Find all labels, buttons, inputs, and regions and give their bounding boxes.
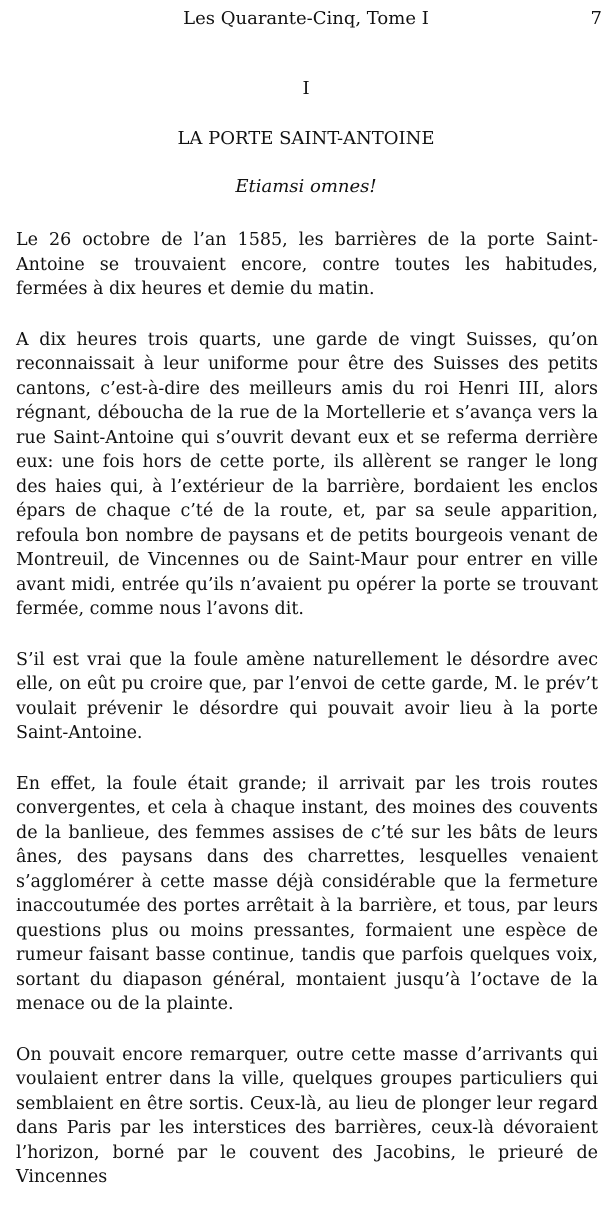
epigraph: Etiamsi omnes! — [235, 176, 377, 197]
running-header — [0, 6, 612, 36]
chapter-title: LA PORTE SAINT-ANTOINE — [177, 128, 435, 149]
page-number: 7 — [590, 8, 602, 29]
paragraph: En effet, la foule était grande; il arrivait par les trois routes convergentes, et cela à chaque instant, des moines des couvents de la banlieue, des femmes assises de c’té sur les bâts de leurs ânes, des paysans dans des charrettes, lesquelles venaient s’agglomérer à cette masse déjà considérable que la fermeture inaccoutumée des portes arrêtait à la barrière, et tous, par leurs questions plus ou moins pressantes, formaient une espèce de rumeur faisant basse continue, tandis que parfois quelques voix, sortant du diapason général, montaient jusqu’à l’octave de la menace ou de la plainte. — [16, 773, 598, 1014]
paragraph: Le 26 octobre de l’an 1585, les barrières de la porte Saint-Antoine se trouvaient encore, contre toutes les habitudes, fermées à dix heures et demie du matin. — [16, 230, 598, 299]
paragraph: On pouvait encore remarquer, outre cette masse d’arrivants qui voulaient entrer dans la ville, quelques groupes particuliers qui semblaient en être sortis. Ceux-là, au lieu de plonger leur regard dans Paris par les interstices des barrières, ceux-là dévoraient l’horizon, borné par le couvent des Jacobins, le prieuré de Vincennes — [16, 1044, 598, 1187]
chapter-body — [16, 228, 598, 1216]
paragraph: A dix heures trois quarts, une garde de vingt Suisses, qu’on reconnaissait à leur uniforme pour être des Suisses des petits cantons, c’est-à-dire des meilleurs amis du roi Henri III, alors régnant, déboucha de la rue de la Mortellerie et s’avança vers la rue Saint-Antoine qui s’ouvrit devant eux et se referma derrière eux: une fois hors de cette porte, ils allèrent se ranger le long des haies qui, à l’extérieur de la barrière, bordaient les enclos épars de chaque c’té de la route, et, par sa seule apparition, refoula bon nombre de paysans et de petits bourgeois venant de Montreuil, de Vincennes ou de Saint-Maur pour entrer en ville avant midi, entrée qu’ils n’avaient pu opérer la porte se trouvant fermée, comme nous l’avons dit. — [16, 329, 598, 619]
chapter-number: I — [302, 78, 310, 99]
paragraph: S’il est vrai que la foule amène naturellement le désordre avec elle, on eût pu croire que, par l’envoi de cette garde, M. le prév’t voulait prévenir le désordre qui pouvait avoir lieu à la porte Saint-Antoine. — [16, 649, 598, 743]
book-title: Les Quarante-Cinq, Tome I — [183, 8, 429, 29]
